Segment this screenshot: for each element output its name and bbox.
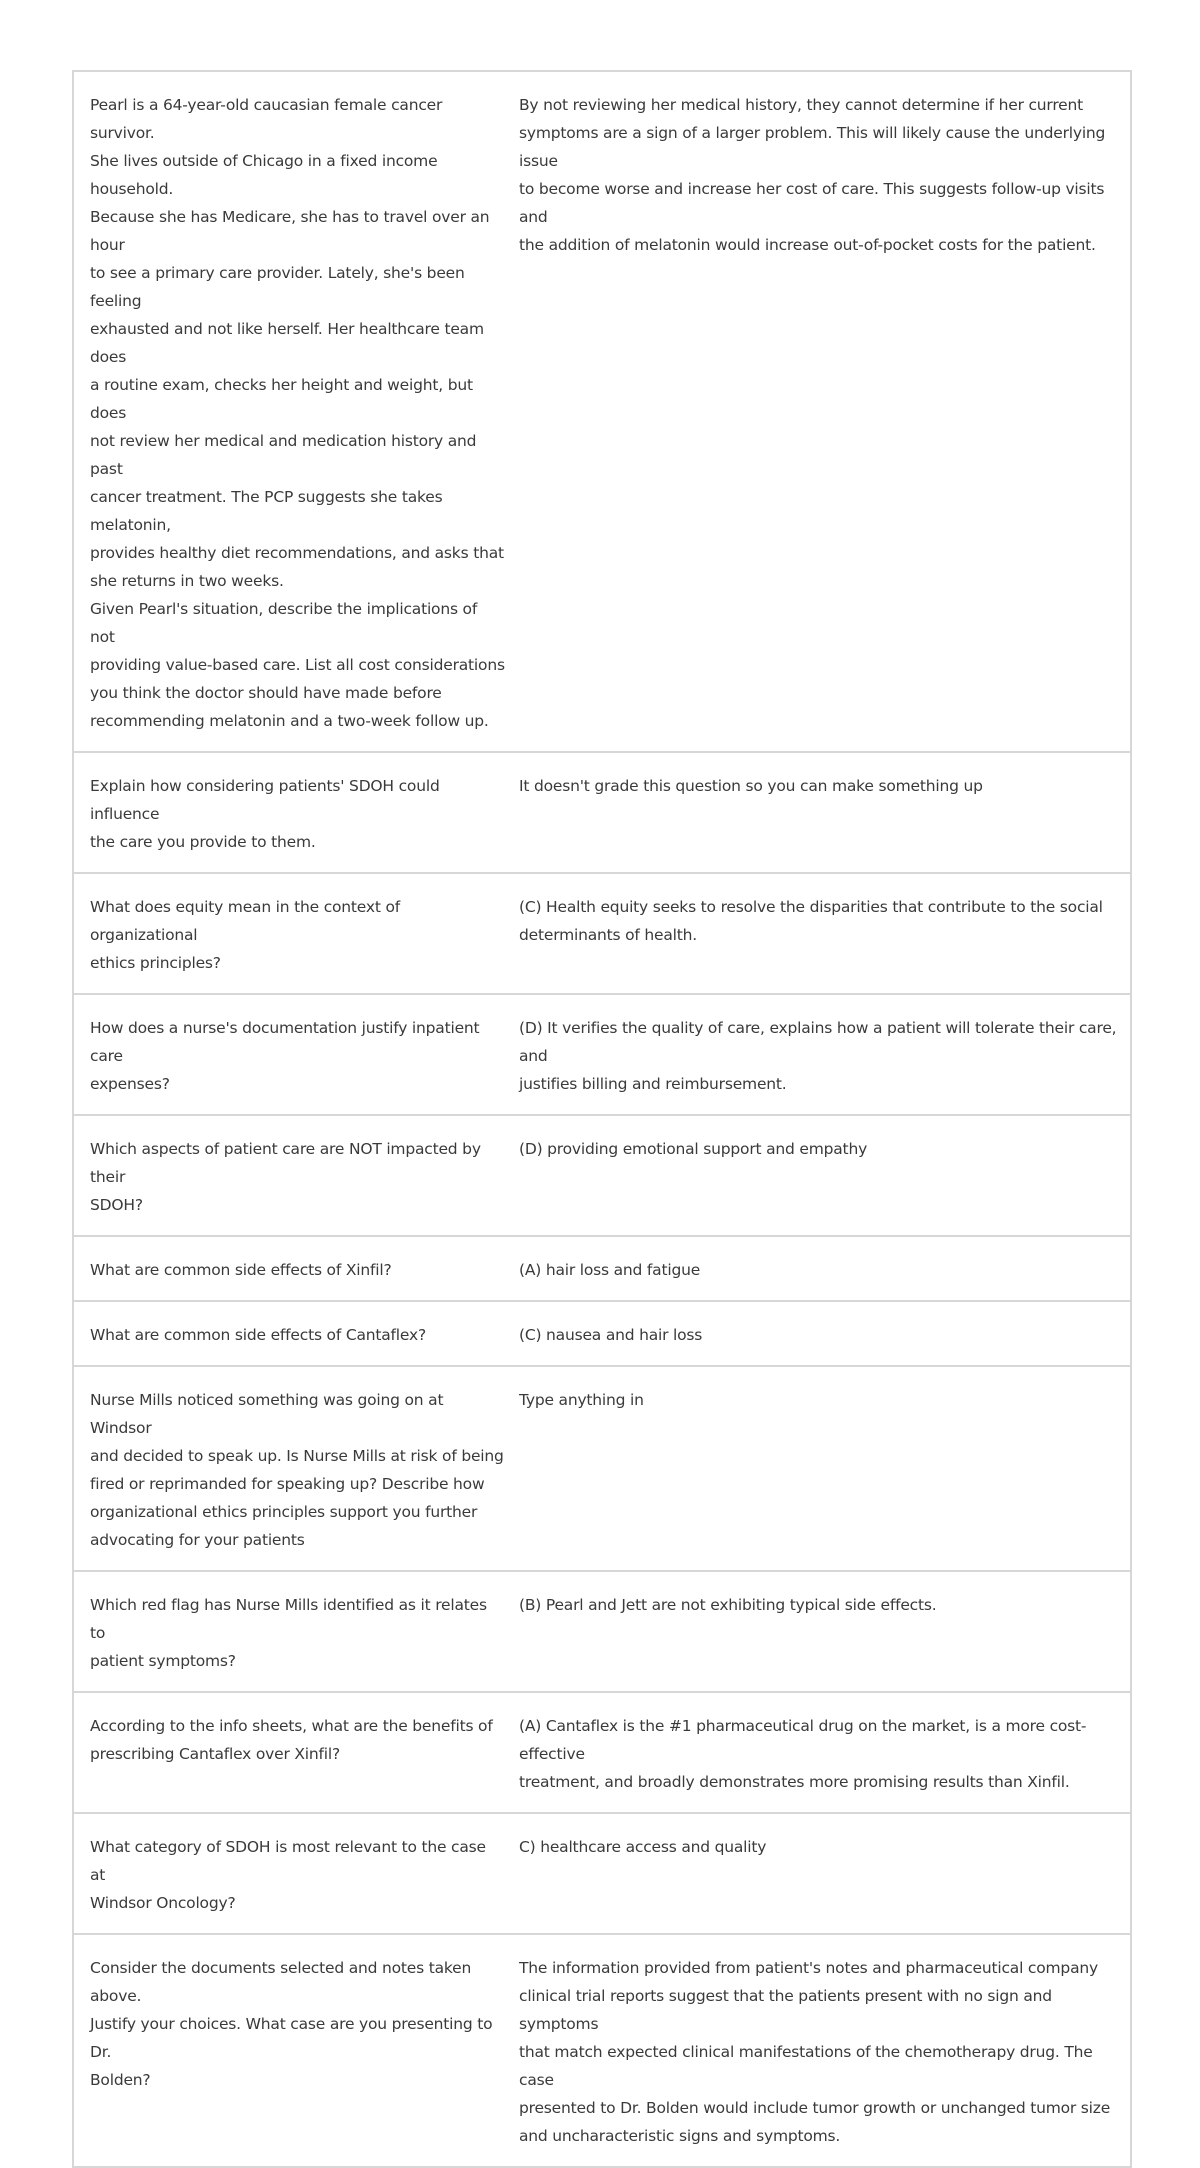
definition-cell: Type anything in — [519, 1391, 644, 1409]
definition-cell: (D) It verifies the quality of care, explains how a patient will tolerate their care, and justifies billing and reimbursement. — [519, 1019, 1117, 1093]
definition-cell: (B) Pearl and Jett are not exhibiting typical side effects. — [519, 1596, 937, 1614]
flashcard-table — [72, 70, 1132, 2168]
term-cell: Nurse Mills noticed something was going on at Windsor and decided to speak up. Is Nurse Mills at risk of being fired or reprimanded for speaking up? Describe how organizational ethics principles support you further advocating for your patients — [90, 1391, 504, 1549]
definition-cell: (A) Cantaflex is the #1 pharmaceutical drug on the market, is a more cost-effective treatment, and broadly demonstrates more promising results than Xinfil. — [519, 1717, 1087, 1791]
table-row — [74, 1691, 1130, 1812]
term-cell: Pearl is a 64-year-old caucasian female cancer survivor. She lives outside of Chicago in a fixed income household. Because she has Medicare, she has to travel over an hour to see a primary care provider. Lately, she's been feeling exhausted and not like herself. Her healthcare team does a routine exam, checks her height and weight, but does not review her medical and medication history and past cancer treatment. The PCP suggests she takes melatonin, provides healthy diet recommendations, and asks that she returns in two weeks. Given Pearl's situation, describe the implications of not providing value-based care. List all cost considerations you think the doctor should have made before recommending melatonin and a two-week follow up. — [90, 96, 505, 730]
table-row — [74, 1235, 1130, 1300]
term-cell: What does equity mean in the context of organizational ethics principles? — [90, 898, 400, 972]
definition-cell: C) healthcare access and quality — [519, 1838, 767, 1856]
table-row — [74, 751, 1130, 872]
definition-cell: It doesn't grade this question so you can make something up — [519, 777, 983, 795]
term-cell: What are common side effects of Xinfil? — [90, 1261, 392, 1279]
definition-cell: (A) hair loss and fatigue — [519, 1261, 701, 1279]
term-cell: Consider the documents selected and notes taken above. Justify your choices. What case are you presenting to Dr. Bolden? — [90, 1959, 493, 2089]
term-cell: Explain how considering patients' SDOH could influence the care you provide to them. — [90, 777, 440, 851]
term-cell: Which aspects of patient care are NOT impacted by their SDOH? — [90, 1140, 481, 1214]
table-row — [74, 1114, 1130, 1235]
table-row — [74, 72, 1130, 751]
definition-cell: The information provided from patient's notes and pharmaceutical company clinical trial reports suggest that the patients present with no sign and symptoms that match expected clinical manifestations of the chemotherapy drug. The case presented to Dr. Bolden would include tumor growth or unchanged tumor size and uncharacteristic signs and symptoms. — [519, 1959, 1111, 2145]
table-row — [74, 1365, 1130, 1570]
definition-cell: (C) Health equity seeks to resolve the disparities that contribute to the social determinants of health. — [519, 898, 1103, 944]
term-cell: Which red flag has Nurse Mills identified as it relates to patient symptoms? — [90, 1596, 487, 1670]
table-row — [74, 1812, 1130, 1933]
table-row — [74, 1570, 1130, 1691]
term-cell: How does a nurse's documentation justify inpatient care expenses? — [90, 1019, 480, 1093]
term-cell: What category of SDOH is most relevant to the case at Windsor Oncology? — [90, 1838, 486, 1912]
table-row — [74, 1300, 1130, 1365]
table-row — [74, 1933, 1130, 2166]
term-cell: According to the info sheets, what are the benefits of prescribing Cantaflex over Xinfil? — [90, 1717, 493, 1763]
definition-cell: By not reviewing her medical history, they cannot determine if her current symptoms are a sign of a larger problem. This will likely cause the underlying issue to become worse and increase her cost of care. This suggests follow-up visits and the addition of melatonin would increase out-of-pocket costs for the patient. — [519, 96, 1106, 254]
table-row — [74, 872, 1130, 993]
term-cell: What are common side effects of Cantaflex? — [90, 1326, 426, 1344]
definition-cell: (D) providing emotional support and empathy — [519, 1140, 868, 1158]
definition-cell: (C) nausea and hair loss — [519, 1326, 703, 1344]
table-row — [74, 993, 1130, 1114]
